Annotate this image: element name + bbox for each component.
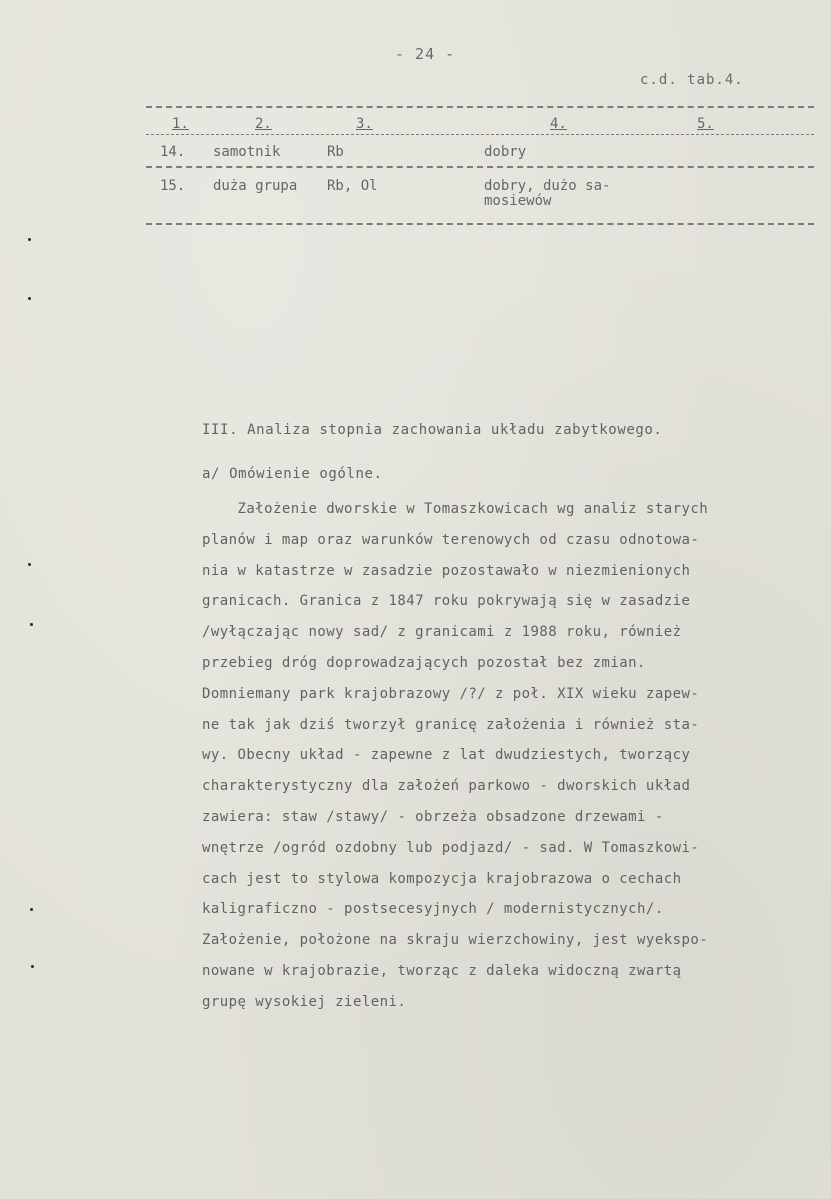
column-header-5: 5. bbox=[697, 116, 714, 132]
body-line: wy. Obecny układ - zapewne z lat dwudziestych, tworzący bbox=[202, 747, 691, 764]
row-15-condition: dobry, dużo sa- bbox=[484, 178, 611, 194]
row-14-number: 14. bbox=[160, 144, 186, 160]
row-14-condition: dobry bbox=[484, 144, 527, 160]
body-line: kaligraficzno - postsecesyjnych / modernistycznych/. bbox=[202, 901, 664, 918]
column-header-3: 3. bbox=[356, 116, 373, 132]
body-line: Założenie, położone na skraju wierzchowiny, jest wyekspo- bbox=[202, 932, 709, 949]
row-15-species: Rb, Ol bbox=[327, 178, 378, 194]
body-line: przebieg dróg doprowadzających pozostał bez zmian. bbox=[202, 654, 646, 671]
body-line: ne tak jak dziś tworzył granicę założenia i również sta- bbox=[202, 716, 700, 733]
table-reference: c.d. tab.4. bbox=[640, 72, 744, 88]
margin-dot bbox=[28, 297, 31, 300]
body-line: Domniemany park krajobrazowy /?/ z poł. XIX wieku zapew- bbox=[202, 685, 700, 702]
row-14-species: Rb bbox=[327, 144, 344, 160]
body-line: cach jest to stylowa kompozycja krajobrazowa o cechach bbox=[202, 870, 682, 887]
body-line: charakterystyczny dla założeń parkowo - dworskich układ bbox=[202, 778, 691, 795]
section-heading: III. Analiza stopnia zachowania układu zabytkowego. bbox=[202, 422, 663, 438]
column-header-2: 2. bbox=[255, 116, 272, 132]
table-header-rule bbox=[146, 134, 814, 135]
margin-dot bbox=[28, 238, 31, 241]
margin-dot bbox=[30, 623, 33, 626]
section-body bbox=[202, 494, 800, 1018]
table-top-rule bbox=[146, 106, 814, 108]
body-line: grupę wysokiej zieleni. bbox=[202, 993, 407, 1010]
row-15-condition-cont: mosiewów bbox=[484, 193, 552, 209]
margin-dot bbox=[30, 908, 33, 911]
margin-dot bbox=[28, 563, 31, 566]
body-line: /wyłączając nowy sad/ z granicami z 1988 roku, również bbox=[202, 624, 682, 641]
body-line: wnętrze /ogród ozdobny lub podjazd/ - sad. W Tomaszkowi- bbox=[202, 839, 700, 856]
row-15-number: 15. bbox=[160, 178, 186, 194]
section-subheading: a/ Omówienie ogólne. bbox=[202, 466, 383, 482]
page-number: - 24 - bbox=[395, 45, 456, 63]
table-row-rule bbox=[146, 166, 814, 168]
margin-dot bbox=[31, 965, 34, 968]
body-line: granicach. Granica z 1847 roku pokrywają się w zasadzie bbox=[202, 593, 691, 610]
body-line: Założenie dworskie w Tomaszkowicach wg analiz starych bbox=[202, 501, 709, 517]
row-15-group: duża grupa bbox=[213, 178, 298, 194]
body-line: zawiera: staw /stawy/ - obrzeża obsadzone drzewami - bbox=[202, 808, 664, 825]
body-line: planów i map oraz warunków terenowych od czasu odnotowa- bbox=[202, 531, 700, 548]
body-line: nowane w krajobrazie, tworząc z daleka widoczną zwartą bbox=[202, 962, 682, 979]
column-header-4: 4. bbox=[550, 116, 567, 132]
table-bottom-rule bbox=[146, 223, 814, 225]
row-14-group: samotnik bbox=[213, 144, 281, 160]
column-header-1: 1. bbox=[172, 116, 189, 132]
body-line: nia w katastrze w zasadzie pozostawało w niezmienionych bbox=[202, 562, 691, 579]
